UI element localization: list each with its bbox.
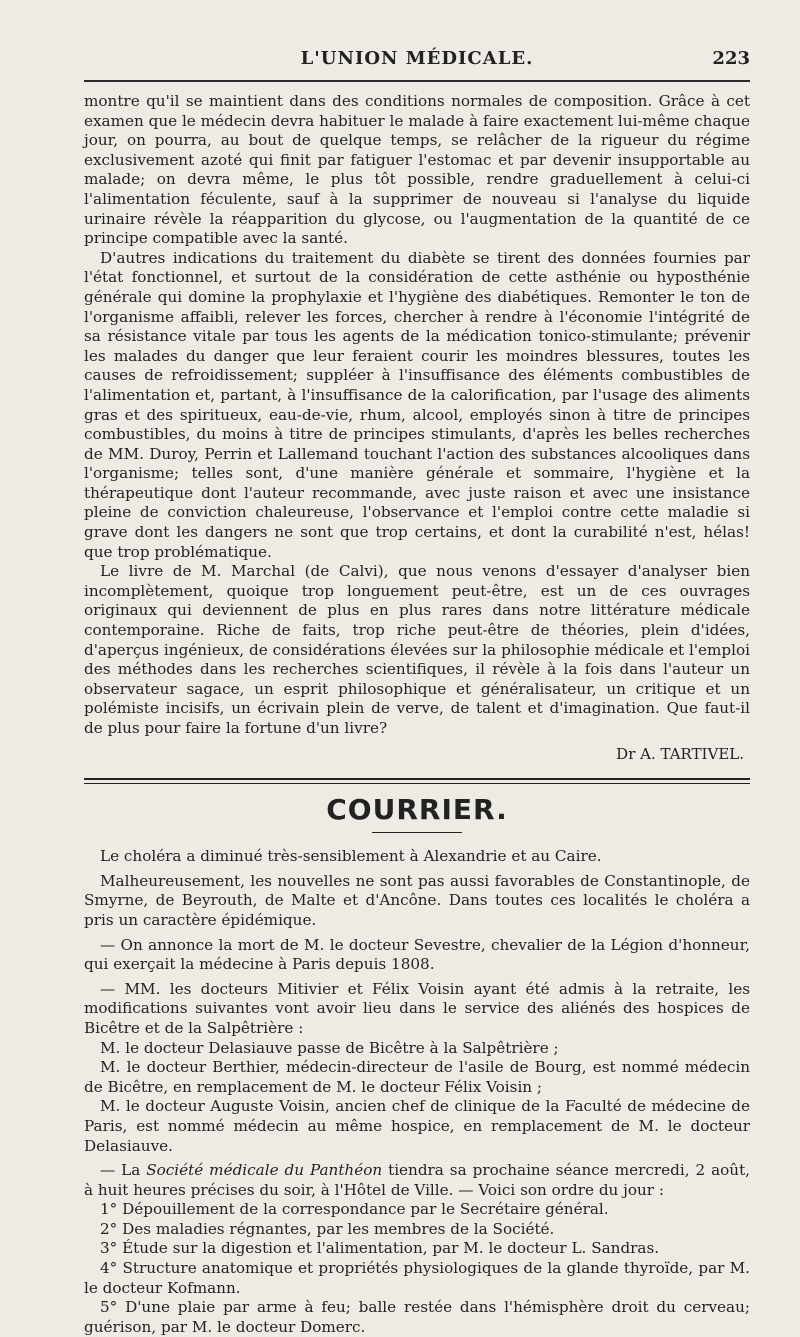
society-announcement xyxy=(84,1161,750,1200)
courrier-section xyxy=(84,847,750,1337)
section-divider xyxy=(84,778,750,784)
news-item: — MM. les docteurs Mitivier et Félix Voisin ayant été admis à la retraite, les modifications suivantes vont avoir lieu dans le service des aliénés des hospices de Bicêtre et de la Salpêtrière : xyxy=(84,979,750,1037)
title-underline xyxy=(372,832,462,833)
header-rule xyxy=(84,80,750,82)
article-paragraph: Le livre de M. Marchal (de Calvi), que nous venons d'essayer d'analyser bien incomplètement, quoique trop longuement peut-être, est un de ces ouvrages originaux qui deviennent de plus en plus rares dans notre littérature médicale contemporaine. Riche de faits, trop riche peut-être de théories, plein d'idées, d'aperçus ingénieux, de considérations élevées sur la philosophie médicale et l'emploi des méthodes dans les recherches scientifiques, il révèle à la fois dans l'auteur un observateur sagace, un esprit philosophique et généralisateur, un critique et un polémiste incisifs, un écrivain plein de verve, de talent et d'imagination. Que faut-il de plus pour faire la fortune d'un livre? xyxy=(84,562,750,737)
page-number: 223 xyxy=(712,48,750,69)
announcement-prefix: — La xyxy=(100,1161,147,1180)
page-body xyxy=(84,92,750,1337)
announcement-text: tiendra sa prochaine séance mercredi, 2 août, à huit heures précises du soir, à l'Hôtel de Ville. — Voici son ordre du jour : xyxy=(84,1161,751,1199)
news-item: — On annonce la mort de M. le docteur Sevestre, chevalier de la Légion d'honneur, qui exerçait la médecine à Paris depuis 1808. xyxy=(84,935,750,974)
article-paragraph: montre qu'il se maintient dans des conditions normales de composition. Grâce à cet examen que le médecin devra habituer le malade à faire exactement lui-même chaque jour, on pourra, au bout de quelque temps, se relâcher de la rigueur du régime exclusivement azoté qui finit par fatiguer l'estomac et par devenir insupportable au malade; on devra même, le plus tôt possible, rendre graduellement à celui-ci l'alimentation féculente, sauf à la supprimer de nouveau si l'analyse du liquide urinaire révèle la réapparition du glycose, ou l'augmentation de la quantité de ce principe compatible avec la santé. xyxy=(84,92,750,248)
appointment-item: M. le docteur Delasiauve passe de Bicêtre à la Salpêtrière ; xyxy=(100,1038,559,1057)
news-item: Malheureusement, les nouvelles ne sont pas aussi favorables de Constantinople, de Smyrne, de Beyrouth, de Malte et d'Ancône. Dans toutes ces localités le choléra a pris un caractère épidémique. xyxy=(84,871,750,929)
running-title: L'UNION MÉDICALE. xyxy=(300,48,534,69)
author-signature: Dr A. TARTIVEL. xyxy=(616,744,744,763)
article xyxy=(84,92,750,764)
appointment-item: M. le docteur Berthier, médecin-directeur de l'asile de Bourg, est nommé médecin de Bicêtre, en remplacement de M. le docteur Félix Voisin ; xyxy=(84,1058,750,1096)
agenda-item: 3° Étude sur la digestion et l'alimentation, par M. le docteur L. Sandras. xyxy=(100,1239,660,1258)
agenda-item: 1° Dépouillement de la correspondance par le Secrétaire général. xyxy=(100,1200,609,1219)
news-item: Le choléra a diminué très-sensiblement à Alexandrie et au Caire. xyxy=(100,847,602,866)
agenda-item: 5° D'une plaie par arme à feu; balle restée dans l'hémisphère droit du cerveau; guérison, par M. le docteur Domerc. xyxy=(84,1298,750,1336)
section-title: COURRIER. xyxy=(326,793,508,827)
agenda-item: 4° Structure anatomique et propriétés physiologiques de la glande thyroïde, par M. le docteur Kofmann. xyxy=(84,1259,750,1297)
society-name: Société médicale du Panthéon xyxy=(146,1161,383,1180)
agenda-item: 2° Des maladies régnantes, par les membres de la Société. xyxy=(100,1219,555,1238)
appointment-item: M. le docteur Auguste Voisin, ancien chef de clinique de la Faculté de médecine de Paris, est nommé médecin au même hospice, en remplacement de M. le docteur Delasiauve. xyxy=(84,1097,750,1155)
page-header xyxy=(84,48,750,76)
article-paragraph: D'autres indications du traitement du diabète se tirent des données fournies par l'état fonctionnel, et surtout de la considération de cette asthénie ou hyposthénie générale qui domine la prophylaxie et l'hygiène des diabétiques. Remonter le ton de l'organisme affaibli, relever les forces, chercher à rendre à l'économie l'intégrité de sa résistance vitale par tous les agents de la médication tonico-stimulante; prévenir les malades du danger que leur feraient courir les moindres blessures, toutes les causes de refroidissement; suppléer à l'insuffisance des éléments combustibles de l'alimentation et, partant, à l'insuffisance de la calorification, par l'usage des aliments gras et des spiritueux, eau-de-vie, rhum, alcool, employés sinon à titre de principes combustibles, du moins à titre de principes stimulants, d'après les belles recherches de MM. Duroy, Perrin et Lallemand touchant l'action des substances alcooliques dans l'organisme; telles sont, d'une manière générale et sommaire, l'hygiène et la thérapeutique dont l'auteur recommande, avec juste raison et avec une insistance pleine de conviction chaleureuse, l'observance et l'emploi contre cette maladie si grave dont les dangers ne sont que trop certains, et dont la curabilité n'est, hélas! que trop problématique. xyxy=(84,248,750,561)
